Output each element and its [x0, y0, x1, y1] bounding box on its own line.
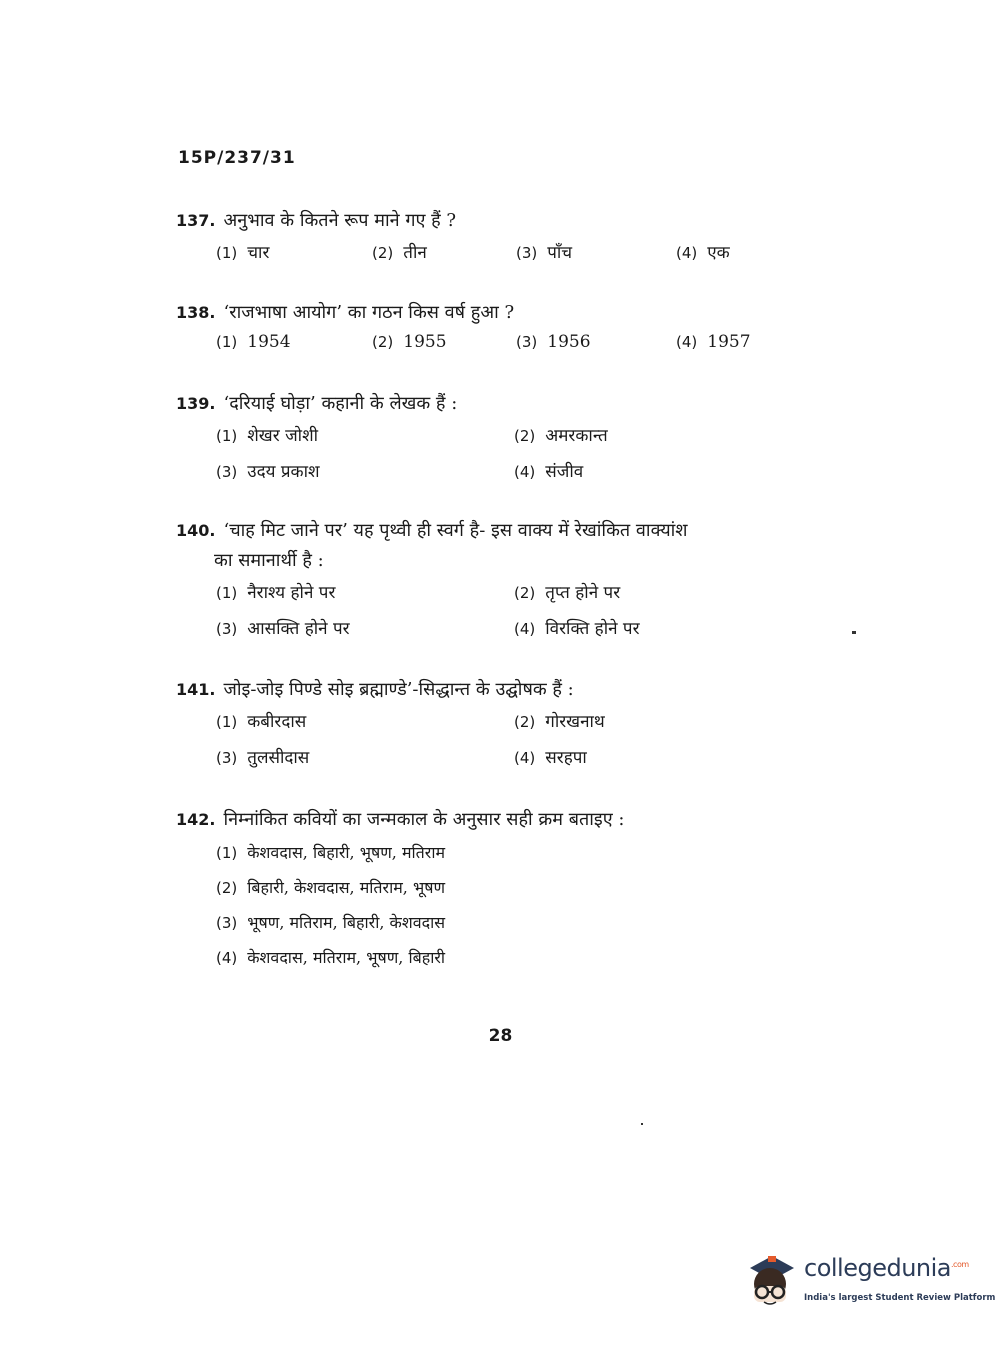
option-2: (2) बिहारी, केशवदास, मतिराम, भूषण [216, 878, 446, 897]
question-text: अनुभाव के कितने रूप माने गए हैं ? [223, 210, 457, 231]
scan-speck [641, 1123, 643, 1125]
question-number: 138. [176, 303, 216, 322]
option-3: (3) आसक्ति होने पर [216, 619, 350, 639]
paper-code: 15P/237/31 [178, 148, 296, 168]
question-number: 141. [176, 680, 216, 699]
option-4: (4) केशवदास, मतिराम, भूषण, बिहारी [216, 948, 446, 967]
option-2: (2) तीन [372, 243, 427, 263]
brand-name: collegedunia$^{.com}$ [804, 1254, 969, 1282]
options-row [176, 419, 816, 455]
question-142 [176, 805, 816, 975]
question-140 [176, 516, 816, 648]
options-row [176, 612, 816, 648]
options-row [176, 741, 816, 777]
option-2: (2) तृप्त होने पर [514, 583, 621, 603]
question-text: जोइ-जोइ पिण्डे सोइ ब्रह्माण्डे’-सिद्धान्त के उद्घोषक हैं : [223, 679, 574, 700]
question-137 [176, 206, 816, 272]
option-4: (4) सरहपा [514, 748, 587, 768]
option-4: (4) संजीव [514, 462, 584, 482]
option-3: (3) भूषण, मतिराम, बिहारी, केशवदास [216, 913, 446, 932]
option-3: (3) तुलसीदास [216, 748, 310, 768]
question-text: ‘दरियाई घोड़ा’ कहानी के लेखक हैं : [223, 393, 458, 414]
scan-speck [852, 631, 856, 634]
question-text: ‘राजभाषा आयोग’ का गठन किस वर्ष हुआ ? [223, 302, 515, 323]
options-row [176, 455, 816, 491]
option-2: (2) अमरकान्त [514, 426, 608, 446]
option-1: (1) कबीरदास [216, 712, 307, 732]
options-row [176, 328, 816, 364]
question-text: ‘चाह मिट जाने पर’ यह पृथ्वी ही स्वर्ग है- इस वाक्य में रेखांकित वाक्यांश [223, 520, 688, 541]
question-number: 137. [176, 211, 216, 230]
option-3: (3) पाँच [516, 243, 573, 263]
brand-tagline: India's largest Student Review Platform [804, 1293, 996, 1303]
mascot-icon [742, 1252, 798, 1308]
question-number: 140. [176, 521, 216, 540]
options-row [176, 576, 816, 612]
collegedunia-logo [742, 1250, 996, 1312]
option-2: (2) 1955 [372, 332, 447, 352]
options-row [176, 705, 816, 741]
question-text: निम्नांकित कवियों का जन्मकाल के अनुसार सही क्रम बताइए : [223, 809, 625, 830]
question-139 [176, 389, 816, 491]
option-1: (1) चार [216, 243, 270, 263]
page-number: 28 [488, 1026, 513, 1046]
question-138 [176, 298, 816, 364]
option-4: (4) विरक्ति होने पर [514, 619, 640, 639]
options-row [176, 236, 816, 272]
option-1: (1) शेखर जोशी [216, 426, 319, 446]
question-number: 139. [176, 394, 216, 413]
option-1: (1) नैराश्य होने पर [216, 583, 336, 603]
question-text-continued: का समानार्थी है : [214, 550, 324, 571]
option-1: (1) केशवदास, बिहारी, भूषण, मतिराम [216, 843, 446, 862]
option-3: (3) उदय प्रकाश [216, 462, 320, 482]
option-3: (3) 1956 [516, 332, 591, 352]
options-list [176, 835, 816, 975]
option-4: (4) 1957 [676, 332, 751, 352]
option-4: (4) एक [676, 243, 730, 263]
question-141 [176, 675, 816, 777]
option-1: (1) 1954 [216, 332, 291, 352]
question-number: 142. [176, 810, 216, 829]
option-2: (2) गोरखनाथ [514, 712, 605, 732]
